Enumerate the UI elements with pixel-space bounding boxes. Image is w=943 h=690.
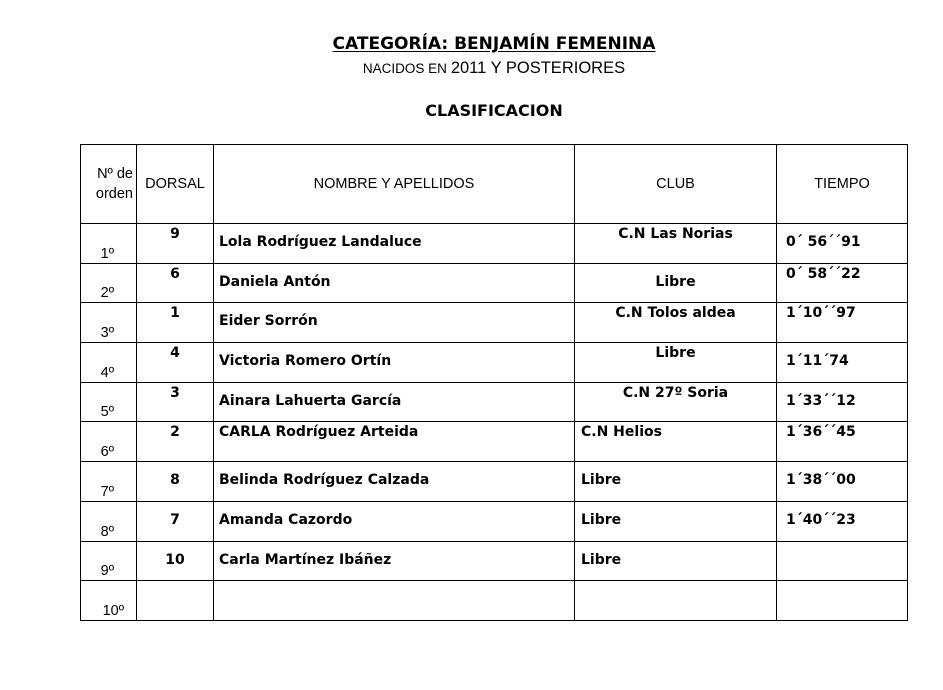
dorsal-cell: [137, 422, 214, 462]
table-row: [81, 541, 908, 581]
table-row: [81, 303, 908, 343]
orden-cell: [81, 303, 137, 343]
classification-table: [80, 144, 908, 621]
dorsal-value: 2: [170, 424, 180, 441]
club-cell: [575, 382, 777, 422]
nombre-value: Eider Sorrón: [219, 313, 318, 330]
column-header-dorsal: DORSAL: [137, 145, 214, 224]
nombre-value: Ainara Lahuerta García: [219, 392, 402, 409]
tiempo-cell: [777, 382, 908, 422]
club-cell: [575, 303, 777, 343]
orden-value: 8º: [100, 523, 114, 540]
tiempo-value: 1´36´´45: [786, 424, 856, 441]
orden-cell: [81, 382, 137, 422]
club-value: Libre: [581, 551, 622, 568]
club-cell: [575, 501, 777, 541]
club-cell: [575, 224, 777, 264]
club-value: C.N Tolos aldea: [615, 305, 736, 322]
dorsal-cell: [137, 541, 214, 581]
orden-value: 3º: [100, 325, 114, 342]
table-row: [81, 581, 908, 621]
club-value: Libre: [581, 472, 622, 489]
dorsal-cell: [137, 303, 214, 343]
orden-value: 9º: [100, 563, 114, 580]
nombre-value: CARLA Rodríguez Arteida: [219, 424, 419, 441]
table-row: [81, 343, 908, 383]
classification-heading: CLASIFICACION: [425, 101, 563, 120]
dorsal-value: 4: [170, 345, 180, 362]
nombre-cell: [214, 343, 575, 383]
dorsal-value: 1: [170, 305, 180, 322]
nombre-value: Daniela Antón: [219, 273, 331, 290]
table-header-row: [81, 145, 908, 224]
nombre-cell: [214, 581, 575, 621]
nombre-cell: [214, 422, 575, 462]
subtitle-prefix: NACIDOS EN: [362, 61, 447, 76]
category-title: CATEGORÍA: BENJAMÍN FEMENINA: [332, 34, 656, 54]
table-row: [81, 382, 908, 422]
nombre-cell: [214, 382, 575, 422]
table-row: [81, 224, 908, 264]
dorsal-value: 7: [170, 511, 180, 528]
orden-value: 5º: [100, 404, 114, 421]
dorsal-value: 10: [165, 551, 185, 568]
dorsal-value: 9: [170, 226, 180, 242]
tiempo-cell: [777, 541, 908, 581]
nombre-value: Belinda Rodríguez Calzada: [219, 472, 430, 489]
tiempo-cell: [777, 462, 908, 502]
club-value: Libre: [581, 511, 622, 528]
tiempo-value: 1´33´´12: [786, 392, 856, 409]
nombre-value: Carla Martínez Ibáñez: [219, 551, 392, 568]
tiempo-value: 0´ 56´´91: [786, 234, 861, 250]
club-cell: [575, 581, 777, 621]
club-cell: [575, 422, 777, 462]
column-header-orden: [81, 145, 137, 224]
orden-value: 7º: [100, 483, 114, 500]
tiempo-cell: [777, 343, 908, 383]
birth-year-subtitle: [0, 59, 943, 78]
nombre-value: Victoria Romero Ortín: [219, 353, 392, 370]
orden-cell: [81, 224, 137, 264]
orden-value: 10º: [102, 602, 124, 619]
tiempo-cell: [777, 224, 908, 264]
orden-cell: [81, 501, 137, 541]
club-cell: [575, 343, 777, 383]
orden-cell: [81, 263, 137, 303]
orden-cell: [81, 541, 137, 581]
dorsal-cell: [137, 343, 214, 383]
club-value: Libre: [655, 273, 696, 290]
orden-value: 2º: [100, 285, 114, 302]
nombre-cell: [214, 303, 575, 343]
dorsal-value: 8: [170, 472, 180, 489]
club-cell: [575, 541, 777, 581]
tiempo-cell: [777, 303, 908, 343]
orden-value: 6º: [100, 444, 114, 461]
orden-cell: [81, 422, 137, 462]
orden-cell: [81, 462, 137, 502]
orden-cell: [81, 581, 137, 621]
club-value: C.N 27º Soria: [622, 384, 729, 401]
club-value: Libre: [655, 345, 696, 362]
nombre-cell: [214, 501, 575, 541]
club-cell: [575, 462, 777, 502]
orden-value: 4º: [100, 364, 114, 381]
dorsal-cell: [137, 581, 214, 621]
table-row: [81, 422, 908, 462]
tiempo-value: 1´10´´97: [786, 305, 856, 322]
orden-cell: [81, 343, 137, 383]
nombre-cell: [214, 224, 575, 264]
dorsal-cell: [137, 462, 214, 502]
tiempo-cell: [777, 581, 908, 621]
nombre-cell: [214, 263, 575, 303]
table-row: [81, 263, 908, 303]
orden-header-line1: Nº de: [97, 166, 133, 182]
tiempo-cell: [777, 422, 908, 462]
tiempo-value: 1´40´´23: [786, 511, 856, 528]
table-row: [81, 462, 908, 502]
club-cell: [575, 263, 777, 303]
nombre-value: Amanda Cazordo: [219, 511, 353, 528]
nombre-value: Lola Rodríguez Landaluce: [219, 234, 422, 250]
table-row: [81, 501, 908, 541]
club-value: C.N Las Norias: [618, 226, 733, 242]
orden-header-line2: orden: [95, 186, 133, 202]
tiempo-value: 0´ 58´´22: [786, 265, 861, 282]
tiempo-cell: [777, 263, 908, 303]
dorsal-cell: [137, 382, 214, 422]
club-value: C.N Helios: [581, 424, 662, 441]
orden-value: 1º: [100, 245, 114, 262]
tiempo-cell: [777, 501, 908, 541]
dorsal-value: 3: [170, 384, 180, 401]
dorsal-value: 6: [170, 265, 180, 282]
nombre-cell: [214, 462, 575, 502]
column-header-nombre: NOMBRE Y APELLIDOS: [214, 145, 575, 224]
dorsal-cell: [137, 501, 214, 541]
dorsal-cell: [137, 263, 214, 303]
column-header-tiempo: TIEMPO: [777, 145, 908, 224]
column-header-club: CLUB: [575, 145, 777, 224]
nombre-cell: [214, 541, 575, 581]
tiempo-value: 1´38´´00: [786, 472, 856, 489]
dorsal-cell: [137, 224, 214, 264]
tiempo-value: 1´11´74: [786, 353, 849, 370]
subtitle-main: 2011 Y POSTERIORES: [450, 59, 626, 77]
